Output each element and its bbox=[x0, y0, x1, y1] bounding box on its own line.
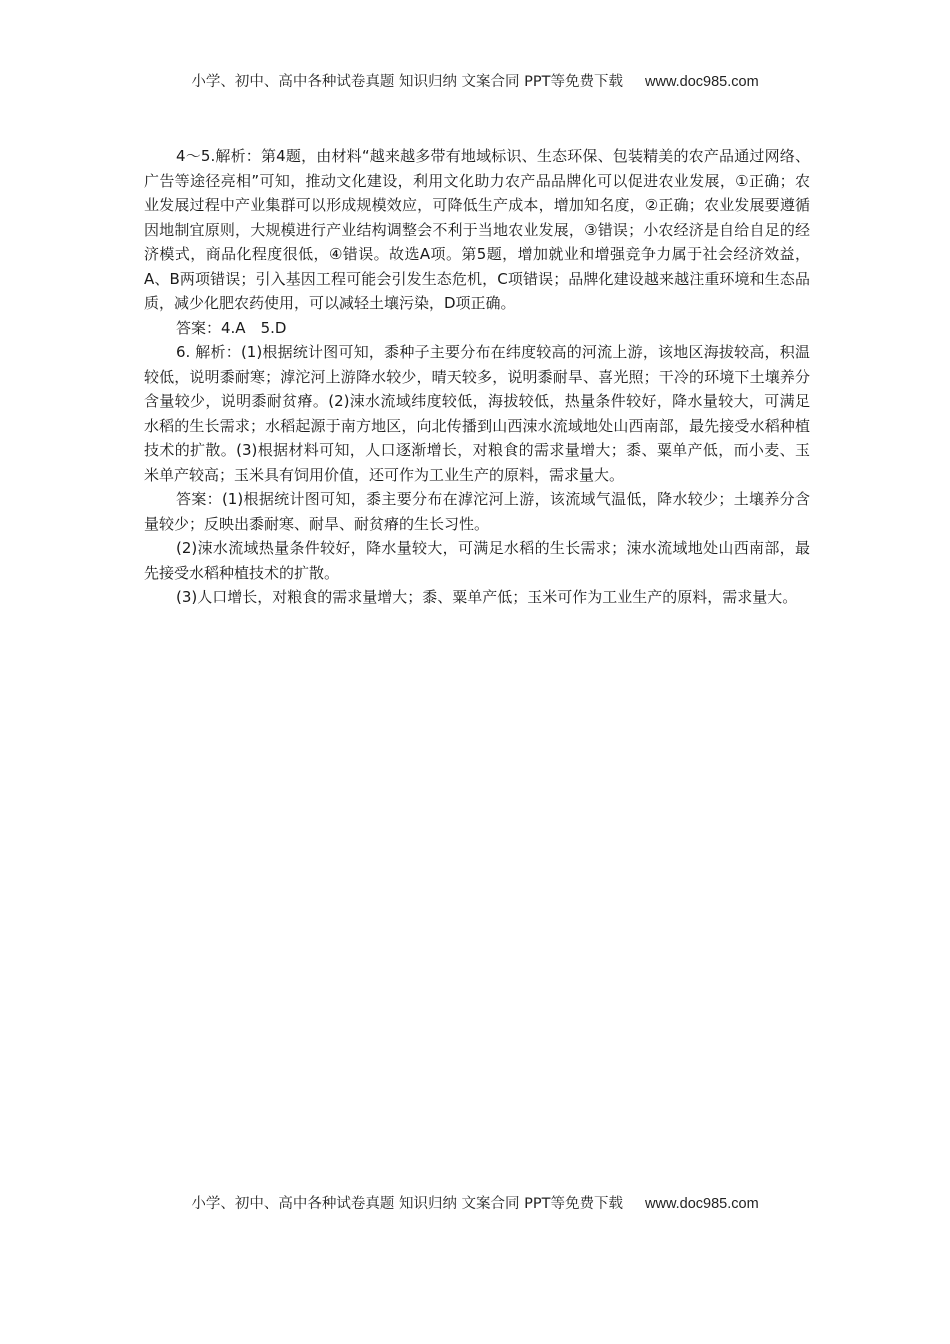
answer-q4-5: 答案：4.A 5.D bbox=[176, 318, 287, 337]
page-footer bbox=[0, 1192, 950, 1213]
footer-text: 小学、初中、高中各种试卷真题 知识归纳 文案合同 PPT等免费下载 bbox=[191, 1196, 624, 1212]
analysis-q6: 6. 解析：(1)根据统计图可知，黍种子主要分布在纬度较高的河流上游，该地区海拔较高，积温较低，说明黍耐寒；滹沱河上游降水较少，晴天较多，说明黍耐旱、喜光照；干冷的环境下土壤养分含量较少，说明黍耐贫瘠。(2)涑水流域纬度较低，海拔较低，热量条件较好，降水量较大，可满足水稻的生长需求；水稻起源于南方地区，向北传播到山西涑水流域地处山西南部，最先接受水稻种植技术的扩散。(3)根据材料可知，人口逐渐增长，对粮食的需求量增大；黍、粟单产低，而小麦、玉米单产较高；玉米具有饲用价值，还可作为工业生产的原料，需求量大。 bbox=[144, 343, 810, 484]
answer-q6-part3: (3)人口增长，对粮食的需求量增大；黍、粟单产低；玉米可作为工业生产的原料，需求量大。 bbox=[176, 588, 798, 606]
answer-q6-part1: 答案：(1)根据统计图可知，黍主要分布在滹沱河上游，该流域气温低，降水较少；土壤养分含量较少；反映出黍耐寒、耐旱、耐贫瘠的生长习性。 bbox=[144, 490, 810, 533]
answer-q6-part2: (2)涑水流域热量条件较好，降水量较大，可满足水稻的生长需求；涑水流域地处山西南部，最先接受水稻种植技术的扩散。 bbox=[144, 539, 810, 582]
analysis-q4-5: 4～5.解析：第4题，由材料“越来越多带有地域标识、生态环保、包装精美的农产品通过网络、广告等途径亮相”可知，推动文化建设，利用文化助力农产品品牌化可以促进农业发展，①正确；农业发展过程中产业集群可以形成规模效应，可降低生产成本，增加知名度，②正确；农业发展要遵循因地制宜原则，大规模进行产业结构调整会不利于当地农业发展，③错误；小农经济是自给自足的经济模式，商品化程度很低，④错误。故选A项。第5题，增加就业和增强竞争力属于社会经济效益，A、B两项错误；引入基因工程可能会引发生态危机，C项错误；品牌化建设越来越注重环境和生态品质，减少化肥农药使用，可以减轻土壤污染，D项正确。 bbox=[144, 147, 810, 312]
header-text: 小学、初中、高中各种试卷真题 知识归纳 文案合同 PPT等免费下载 bbox=[191, 74, 624, 90]
page-header bbox=[0, 70, 950, 91]
header-site-url[interactable]: www.doc985.com bbox=[645, 74, 759, 90]
document-body bbox=[144, 144, 810, 610]
footer-site-url[interactable]: www.doc985.com bbox=[645, 1196, 759, 1212]
